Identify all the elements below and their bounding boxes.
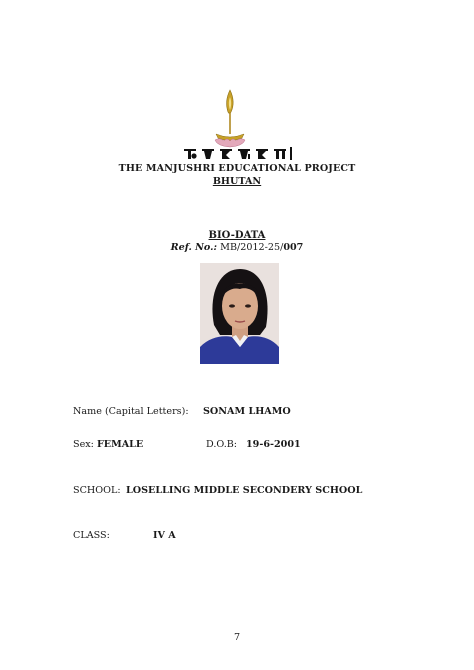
class-value: IV A bbox=[153, 530, 176, 541]
school-label: SCHOOL: bbox=[73, 485, 121, 496]
dzongkha-script-logo-text bbox=[150, 146, 324, 162]
name-label: Name (Capital Letters): bbox=[73, 406, 189, 417]
ref-prefix: MB/2012-25/ bbox=[220, 242, 284, 253]
organization-country: BHUTAN bbox=[212, 176, 262, 187]
name-value: SONAM LHAMO bbox=[203, 406, 291, 417]
ref-number: 007 bbox=[283, 242, 304, 253]
sex-value: FEMALE bbox=[97, 439, 144, 450]
butter-lamp-logo bbox=[210, 88, 250, 150]
ref-label: Ref. No.: bbox=[170, 242, 218, 253]
page-number: 7 bbox=[233, 632, 241, 643]
document-title: BIO-DATA bbox=[208, 230, 266, 241]
school-value: LOSELLING MIDDLE SECONDERY SCHOOL bbox=[126, 485, 363, 496]
student-photo bbox=[200, 263, 279, 364]
organization-name: THE MANJUSHRI EDUCATIONAL PROJECT bbox=[118, 163, 356, 174]
dob-label: D.O.B: bbox=[206, 439, 238, 450]
dob-value: 19-6-2001 bbox=[246, 439, 301, 450]
sex-label: Sex: bbox=[73, 439, 94, 450]
reference-number bbox=[0, 242, 474, 253]
class-label: CLASS: bbox=[73, 530, 110, 541]
